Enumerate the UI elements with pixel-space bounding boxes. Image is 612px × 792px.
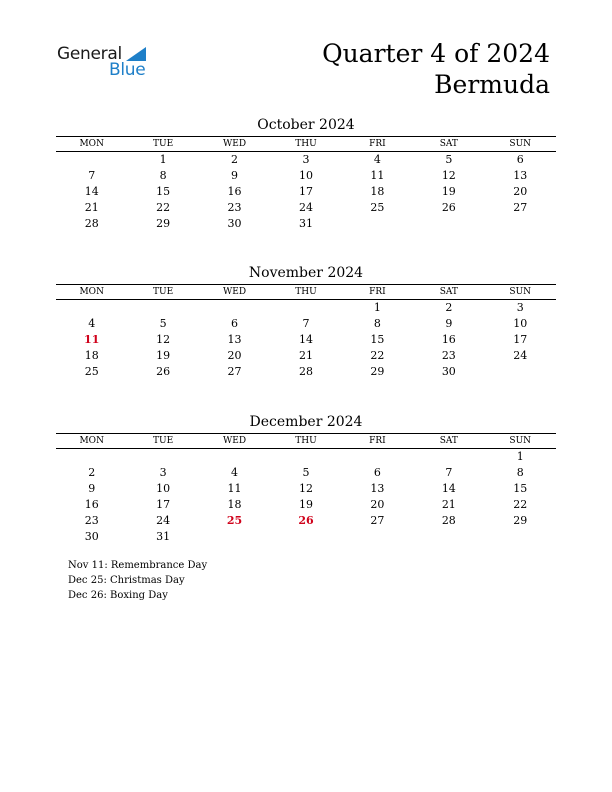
empty-cell <box>413 529 484 545</box>
day-cell: 18 <box>370 185 385 198</box>
day-cell: 12 <box>298 482 313 495</box>
day-cell: 15 <box>156 185 171 198</box>
day-cell: 24 <box>156 514 171 527</box>
day-cell: 13 <box>513 169 528 182</box>
day-cell: 13 <box>227 333 242 346</box>
day-cell: 6 <box>516 153 524 166</box>
day-cell: 23 <box>84 514 99 527</box>
empty-cell <box>270 449 341 465</box>
day-cell: 7 <box>445 466 453 479</box>
empty-cell <box>199 529 270 545</box>
month-grid <box>56 285 556 380</box>
empty-cell <box>342 216 413 232</box>
day-cell: 30 <box>441 365 456 378</box>
day-cell: 3 <box>302 153 310 166</box>
day-cell: 29 <box>513 514 528 527</box>
day-cell: 13 <box>370 482 385 495</box>
day-cell: 18 <box>84 349 99 362</box>
holiday-note: Dec 26: Boxing Day <box>68 590 168 601</box>
month-calendar <box>56 413 556 545</box>
day-cell: 22 <box>156 201 171 214</box>
weekday-header: THU <box>270 285 341 300</box>
day-cell: 14 <box>84 185 99 198</box>
day-cell: 20 <box>227 349 242 362</box>
weekday-header: MON <box>56 434 127 449</box>
weekday-header: TUE <box>127 137 198 152</box>
day-cell: 27 <box>370 514 385 527</box>
weekday-header: MON <box>56 285 127 300</box>
month-title: December 2024 <box>249 414 363 430</box>
weekday-header: FRI <box>342 285 413 300</box>
weekday-header: TUE <box>127 285 198 300</box>
day-cell: 24 <box>513 349 528 362</box>
day-cell: 28 <box>298 365 313 378</box>
day-cell: 8 <box>516 466 524 479</box>
day-cell: 29 <box>156 217 171 230</box>
empty-cell <box>342 449 413 465</box>
day-cell: 5 <box>159 317 167 330</box>
holiday-note: Nov 11: Remembrance Day <box>68 560 208 571</box>
empty-cell <box>485 364 556 380</box>
day-cell: 28 <box>84 217 99 230</box>
empty-cell <box>127 449 198 465</box>
day-cell: 14 <box>441 482 456 495</box>
day-cell: 1 <box>159 153 167 166</box>
day-cell: 30 <box>84 530 99 543</box>
month-calendar <box>56 116 556 232</box>
empty-cell <box>270 300 341 316</box>
day-cell: 3 <box>516 301 524 314</box>
empty-cell <box>199 300 270 316</box>
month-grid <box>56 434 556 545</box>
weekday-header: SAT <box>413 285 484 300</box>
empty-cell <box>56 152 127 168</box>
weekday-header: THU <box>270 137 341 152</box>
month-grid <box>56 137 556 232</box>
day-cell: 17 <box>513 333 528 346</box>
day-cell: 8 <box>373 317 381 330</box>
weekday-header: WED <box>199 434 270 449</box>
day-cell: 17 <box>156 498 171 511</box>
month-title: October 2024 <box>257 117 355 133</box>
day-cell: 11 <box>227 482 242 495</box>
weekday-header: THU <box>270 434 341 449</box>
holiday-date: 25 <box>226 514 243 527</box>
empty-cell <box>56 300 127 316</box>
day-cell: 5 <box>445 153 453 166</box>
day-cell: 3 <box>159 466 167 479</box>
day-cell: 21 <box>298 349 313 362</box>
day-cell: 20 <box>513 185 528 198</box>
day-cell: 1 <box>373 301 381 314</box>
day-cell: 23 <box>227 201 242 214</box>
day-cell: 27 <box>513 201 528 214</box>
day-cell: 21 <box>84 201 99 214</box>
empty-cell <box>413 216 484 232</box>
weekday-header: FRI <box>342 434 413 449</box>
day-cell: 2 <box>88 466 96 479</box>
weekday-header: SUN <box>485 434 556 449</box>
day-cell: 26 <box>156 365 171 378</box>
day-cell: 25 <box>84 365 99 378</box>
empty-cell <box>485 529 556 545</box>
day-cell: 9 <box>88 482 96 495</box>
day-cell: 20 <box>370 498 385 511</box>
day-cell: 26 <box>441 201 456 214</box>
day-cell: 9 <box>231 169 239 182</box>
logo-blue-text: Blue <box>109 60 146 80</box>
country-title: Bermuda <box>434 70 550 99</box>
day-cell: 17 <box>298 185 313 198</box>
day-cell: 14 <box>298 333 313 346</box>
day-cell: 10 <box>156 482 171 495</box>
day-cell: 30 <box>227 217 242 230</box>
day-cell: 22 <box>370 349 385 362</box>
day-cell: 28 <box>441 514 456 527</box>
day-cell: 16 <box>84 498 99 511</box>
weekday-header: SAT <box>413 137 484 152</box>
day-cell: 12 <box>156 333 171 346</box>
generalblue-logo <box>57 44 157 84</box>
weekday-header: MON <box>56 137 127 152</box>
logo-triangle-icon <box>126 47 146 61</box>
holiday-date: 26 <box>298 514 314 527</box>
day-cell: 23 <box>441 349 456 362</box>
day-cell: 6 <box>231 317 239 330</box>
day-cell: 16 <box>441 333 456 346</box>
day-cell: 15 <box>370 333 385 346</box>
day-cell: 21 <box>441 498 456 511</box>
day-cell: 10 <box>298 169 313 182</box>
day-cell: 19 <box>441 185 456 198</box>
weekday-header: WED <box>199 137 270 152</box>
day-cell: 4 <box>373 153 381 166</box>
day-cell: 4 <box>231 466 239 479</box>
day-cell: 6 <box>373 466 381 479</box>
day-cell: 7 <box>302 317 310 330</box>
day-cell: 24 <box>298 201 313 214</box>
logo-general-text: General <box>57 44 122 64</box>
day-cell: 25 <box>370 201 385 214</box>
day-cell: 11 <box>370 169 385 182</box>
day-cell: 9 <box>445 317 453 330</box>
day-cell: 27 <box>227 365 242 378</box>
holiday-date: 11 <box>84 333 100 346</box>
day-cell: 4 <box>88 317 96 330</box>
empty-cell <box>413 449 484 465</box>
day-cell: 15 <box>513 482 528 495</box>
day-cell: 16 <box>227 185 242 198</box>
day-cell: 5 <box>302 466 310 479</box>
holiday-notes <box>68 558 207 603</box>
weekday-header: SAT <box>413 434 484 449</box>
empty-cell <box>199 449 270 465</box>
page-title <box>322 38 550 100</box>
month-calendar <box>56 264 556 380</box>
weekday-header: WED <box>199 285 270 300</box>
weekday-header: TUE <box>127 434 198 449</box>
day-cell: 31 <box>156 530 171 543</box>
weekday-header: SUN <box>485 137 556 152</box>
empty-cell <box>56 449 127 465</box>
empty-cell <box>342 529 413 545</box>
holiday-note: Dec 25: Christmas Day <box>68 575 185 586</box>
month-title: November 2024 <box>248 265 364 281</box>
day-cell: 10 <box>513 317 528 330</box>
day-cell: 2 <box>445 301 453 314</box>
empty-cell <box>127 300 198 316</box>
day-cell: 22 <box>513 498 528 511</box>
day-cell: 18 <box>227 498 242 511</box>
day-cell: 19 <box>156 349 171 362</box>
day-cell: 7 <box>88 169 96 182</box>
day-cell: 1 <box>516 450 524 463</box>
day-cell: 8 <box>159 169 167 182</box>
weekday-header: FRI <box>342 137 413 152</box>
day-cell: 2 <box>231 153 239 166</box>
day-cell: 29 <box>370 365 385 378</box>
weekday-header: SUN <box>485 285 556 300</box>
empty-cell <box>485 216 556 232</box>
day-cell: 31 <box>298 217 313 230</box>
day-cell: 12 <box>441 169 456 182</box>
empty-cell <box>270 529 341 545</box>
day-cell: 19 <box>298 498 313 511</box>
quarter-title: Quarter 4 of 2024 <box>322 39 550 68</box>
